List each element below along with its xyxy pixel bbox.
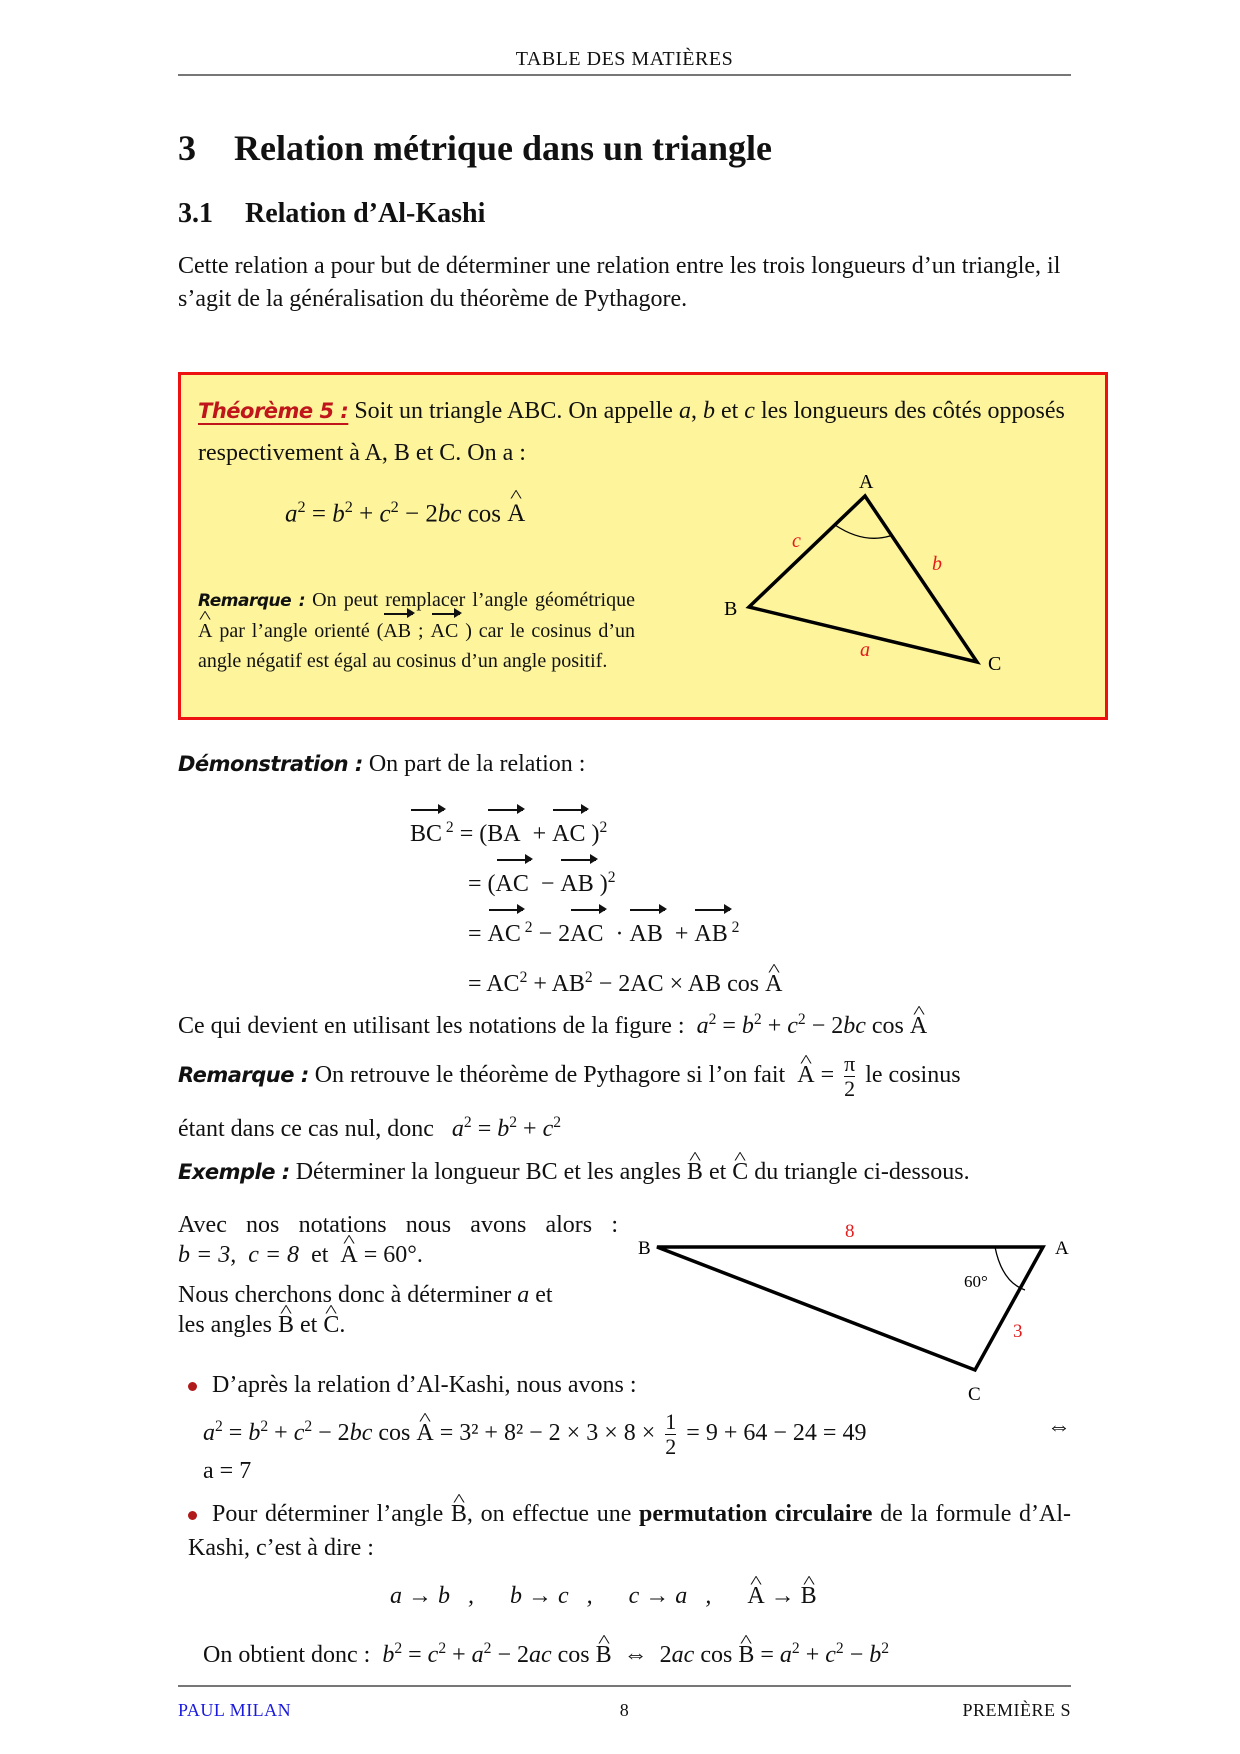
remark-text-2: par l’angle orienté (	[219, 620, 384, 642]
vertex-b: B	[724, 598, 738, 620]
demonstration-conclusion: Ce qui devient en utilisant les notations de la figure : $a^2 = b^2 + c^2 - 2bc$ cos ^ A	[178, 1003, 927, 1043]
angle-b: ^ B	[687, 1156, 703, 1189]
bullet-icon	[188, 1511, 197, 1520]
var-b: b	[702, 398, 715, 424]
running-header: TABLE DES MATIÈRES	[515, 48, 734, 70]
vec-ab: AB	[560, 862, 593, 906]
side-c: c	[792, 530, 801, 552]
var-c: c	[744, 398, 755, 424]
bullet-text-2: , on effectue une	[466, 1501, 632, 1527]
given-line-1: Avec nos notations nous avons alors :	[178, 1212, 618, 1238]
f-bc: bc	[437, 500, 462, 528]
example-text: Déterminer la longueur BC et les angles	[295, 1159, 681, 1185]
remark-text-3: ) car le cosinus d’un angle négatif est égal au cosinus d’un angle positif.	[198, 620, 635, 672]
seek-line-1	[178, 1280, 618, 1310]
conclusion-text: Ce qui devient en utilisant les notations de la figure :	[178, 1013, 685, 1039]
conj: et	[708, 1159, 727, 1185]
f-angle-a: ^ A	[507, 500, 525, 528]
equiv-icon: ⇔	[1047, 1414, 1071, 1440]
example-label: Exemple :	[178, 1160, 290, 1184]
side-b: b	[932, 553, 942, 575]
theorem-text: Soit un triangle ABC. On appelle	[354, 398, 673, 424]
angle-a: ^ A	[416, 1411, 433, 1455]
sep: ,	[690, 398, 697, 424]
vertex-c: C	[988, 653, 1002, 675]
angle-b: ^ B	[451, 1497, 467, 1531]
remark2-text-3: étant dans ce cas nul, donc	[178, 1116, 434, 1142]
bullet-al-kashi	[188, 1368, 1071, 1402]
seek-line-2	[178, 1310, 618, 1340]
angle-a: ^ A	[340, 1240, 357, 1270]
bullet-permutation	[188, 1497, 1071, 1565]
angle-a: ^ A	[765, 962, 782, 1006]
subsection-title: Relation d’Al-Kashi	[245, 198, 486, 229]
given-line-2	[178, 1240, 618, 1270]
remark2-text: On retrouve le théorème de Pythagore si l’on fait	[314, 1062, 786, 1089]
bullet-text: Pour déterminer l’angle	[212, 1501, 444, 1527]
bullet-al-kashi-calc: $a^2 = b^2 + c^2 - 2bc$ cos ^ A = 3² + 8² − 2 × 3 × 8 × $\frac{1}{2}$ = 9 + 64 − 24 = 49 ⇔	[203, 1405, 1071, 1459]
f-c: c	[379, 500, 391, 528]
seek-text: Nous cherchons donc à déterminer	[178, 1282, 512, 1308]
vec-ac: AC	[570, 912, 603, 956]
f-coef: 2	[425, 500, 438, 528]
equiv-icon: ⇔	[623, 1642, 648, 1668]
conj: et	[311, 1242, 329, 1268]
remark2-text-2: le cosinus	[865, 1062, 961, 1089]
angle-c: ^ C	[732, 1156, 748, 1189]
dot: .	[339, 1312, 346, 1338]
obtain-text: On obtient donc :	[203, 1642, 371, 1668]
var-a: a	[678, 398, 691, 424]
seek-a: a	[517, 1282, 530, 1308]
permutation-list	[390, 1580, 817, 1613]
comma: ,	[468, 1583, 474, 1609]
theorem-text-2: les longueurs des côtés opposés respectivement à A, B et C. On a :	[198, 398, 1065, 466]
angle-a: ^ A	[747, 1580, 764, 1613]
conj: et	[720, 398, 739, 424]
angle-b: ^ B	[801, 1580, 817, 1613]
angle-b: ^ B	[278, 1310, 294, 1340]
angle-a-value: 60°	[964, 1272, 988, 1291]
vec-ba: BA	[487, 812, 520, 856]
bullet-text: D’après la relation d’Al-Kashi, nous avons :	[212, 1372, 637, 1398]
section-title: Relation métrique dans un triangle	[234, 128, 773, 168]
vertex-a: A	[1055, 1238, 1069, 1259]
intro-paragraph: Cette relation a pour but de déterminer une relation entre les trois longueurs d’un triangle, il s’agit de la généralisation du théorème de Pythagore.	[178, 253, 1061, 312]
eq-line-3: = AC $^2$ − 2AC · AB + AB $^2$	[410, 906, 782, 956]
vec-ac: AC	[496, 862, 529, 906]
semi: ;	[418, 620, 424, 642]
vertex-b: B	[638, 1238, 651, 1259]
frac-den: 2	[844, 1076, 856, 1101]
arrow-icon: →	[770, 1583, 795, 1609]
eq-line-1: BC $^2$ = (BA + AC )$^2$	[410, 806, 782, 856]
one-half	[665, 1410, 676, 1459]
example-text-end: du triangle ci-dessous.	[754, 1159, 970, 1185]
given-b: b = 3,	[178, 1242, 237, 1268]
obtained-formula: On obtient donc : $b^2 = c^2 + a^2 - 2ac$ cos ^ B ⇔ 2ac cos ^ $B = a^2 + c^2 - b^2$	[203, 1632, 889, 1672]
frac-num: 1	[665, 1408, 677, 1434]
frac-num: π	[844, 1051, 856, 1076]
side-ac-length: 3	[1013, 1321, 1023, 1342]
given-c: c = 8	[248, 1242, 300, 1268]
angle-a: ^ A	[910, 1010, 927, 1043]
eq-line-4: = $AC^2 + AB^2 - 2AC$ × AB cos ^ A	[410, 956, 782, 1006]
vec-ac: AC	[552, 812, 585, 856]
demonstration-intro	[178, 748, 585, 781]
side-ab-length: 8	[845, 1221, 855, 1242]
section-number: 3	[178, 128, 196, 168]
subsection-number: 3.1	[178, 198, 213, 229]
bullet-icon	[188, 1382, 197, 1391]
vec-bc: BC	[410, 812, 442, 856]
footer-level: PREMIÈRE S	[962, 1700, 1071, 1720]
theorem-label: Théorème 5 :	[198, 399, 349, 423]
remark-label: Remarque :	[198, 591, 305, 611]
remark2-label: Remarque :	[178, 1063, 309, 1088]
angle-b: ^ B	[738, 1639, 754, 1672]
section-heading	[178, 127, 772, 169]
perm-1: a → b	[390, 1583, 450, 1609]
vector-ab: AB	[383, 616, 411, 646]
vec-ac: AC	[488, 912, 521, 956]
subsection-heading	[178, 198, 485, 230]
comma: ,	[586, 1583, 593, 1609]
f-plus: +	[359, 500, 374, 528]
angle-b: ^ B	[596, 1639, 612, 1672]
demonstration-text: On part de la relation :	[368, 751, 586, 777]
example-statement	[178, 1156, 1071, 1189]
bullet-result: a = 7	[203, 1458, 252, 1484]
perm-3: c → a	[628, 1583, 688, 1609]
remark-angle: ^ A	[198, 616, 212, 646]
eq-line-2: = (AC − AB )$^2$	[410, 856, 782, 906]
demonstration-label: Démonstration :	[178, 752, 363, 776]
comma: ,	[705, 1583, 712, 1609]
perm-2: b → c	[510, 1583, 569, 1609]
f-b: b	[332, 500, 345, 528]
demonstration-equations	[410, 806, 782, 1006]
conj: et	[300, 1312, 318, 1338]
header-rule	[178, 74, 1071, 76]
calc-text: = 3² + 8² − 2 × 3 × 8 ×	[439, 1420, 656, 1446]
vec-ab: AB	[629, 912, 662, 956]
given-angle-val: = 60°.	[363, 1242, 423, 1268]
bullet-text-3: de la formule d’Al-Kashi, c’est à dire :	[188, 1501, 1072, 1561]
f-eq: =	[311, 500, 326, 528]
vec-ab: AB	[694, 912, 727, 956]
angle-a: ^ A	[797, 1053, 814, 1097]
remark-text: On peut remplacer l’angle géométrique	[312, 589, 635, 611]
bold-term: permutation circulaire	[639, 1501, 873, 1527]
f-minus: −	[404, 500, 420, 528]
theorem-remark	[198, 585, 635, 676]
angle-c: ^ C	[323, 1310, 339, 1340]
example-given	[178, 1210, 618, 1340]
vertex-c: C	[968, 1384, 981, 1400]
footer-page-number: 8	[619, 1700, 630, 1720]
footer-rule	[178, 1685, 1071, 1687]
footer-author: PAUL MILAN	[178, 1700, 292, 1720]
pi-over-2	[844, 1052, 855, 1101]
vertex-a: A	[859, 471, 874, 493]
conj: et	[535, 1282, 553, 1308]
al-kashi-formula: $a^2 = b^2 + c^2 - 2bc$ cos ^ A	[285, 498, 525, 528]
seek-text-2: les angles	[178, 1312, 272, 1338]
pythagoras-remark: Remarque : On retrouve le théorème de Pythagore si l’on fait ^ A = $\frac{\pi}{2}$ le cosinus étant dans ce cas nul, donc $a^2 = b^2 + c^2$	[178, 1052, 1071, 1151]
vector-ac: AC	[431, 616, 459, 646]
calc-end: = 9 + 64 − 24 = 49	[686, 1420, 867, 1446]
theorem-triangle-figure	[700, 460, 1030, 690]
f-cos: cos	[467, 500, 501, 528]
side-a: a	[860, 639, 870, 661]
f-a: a	[285, 500, 298, 528]
frac-den: 2	[665, 1433, 677, 1459]
